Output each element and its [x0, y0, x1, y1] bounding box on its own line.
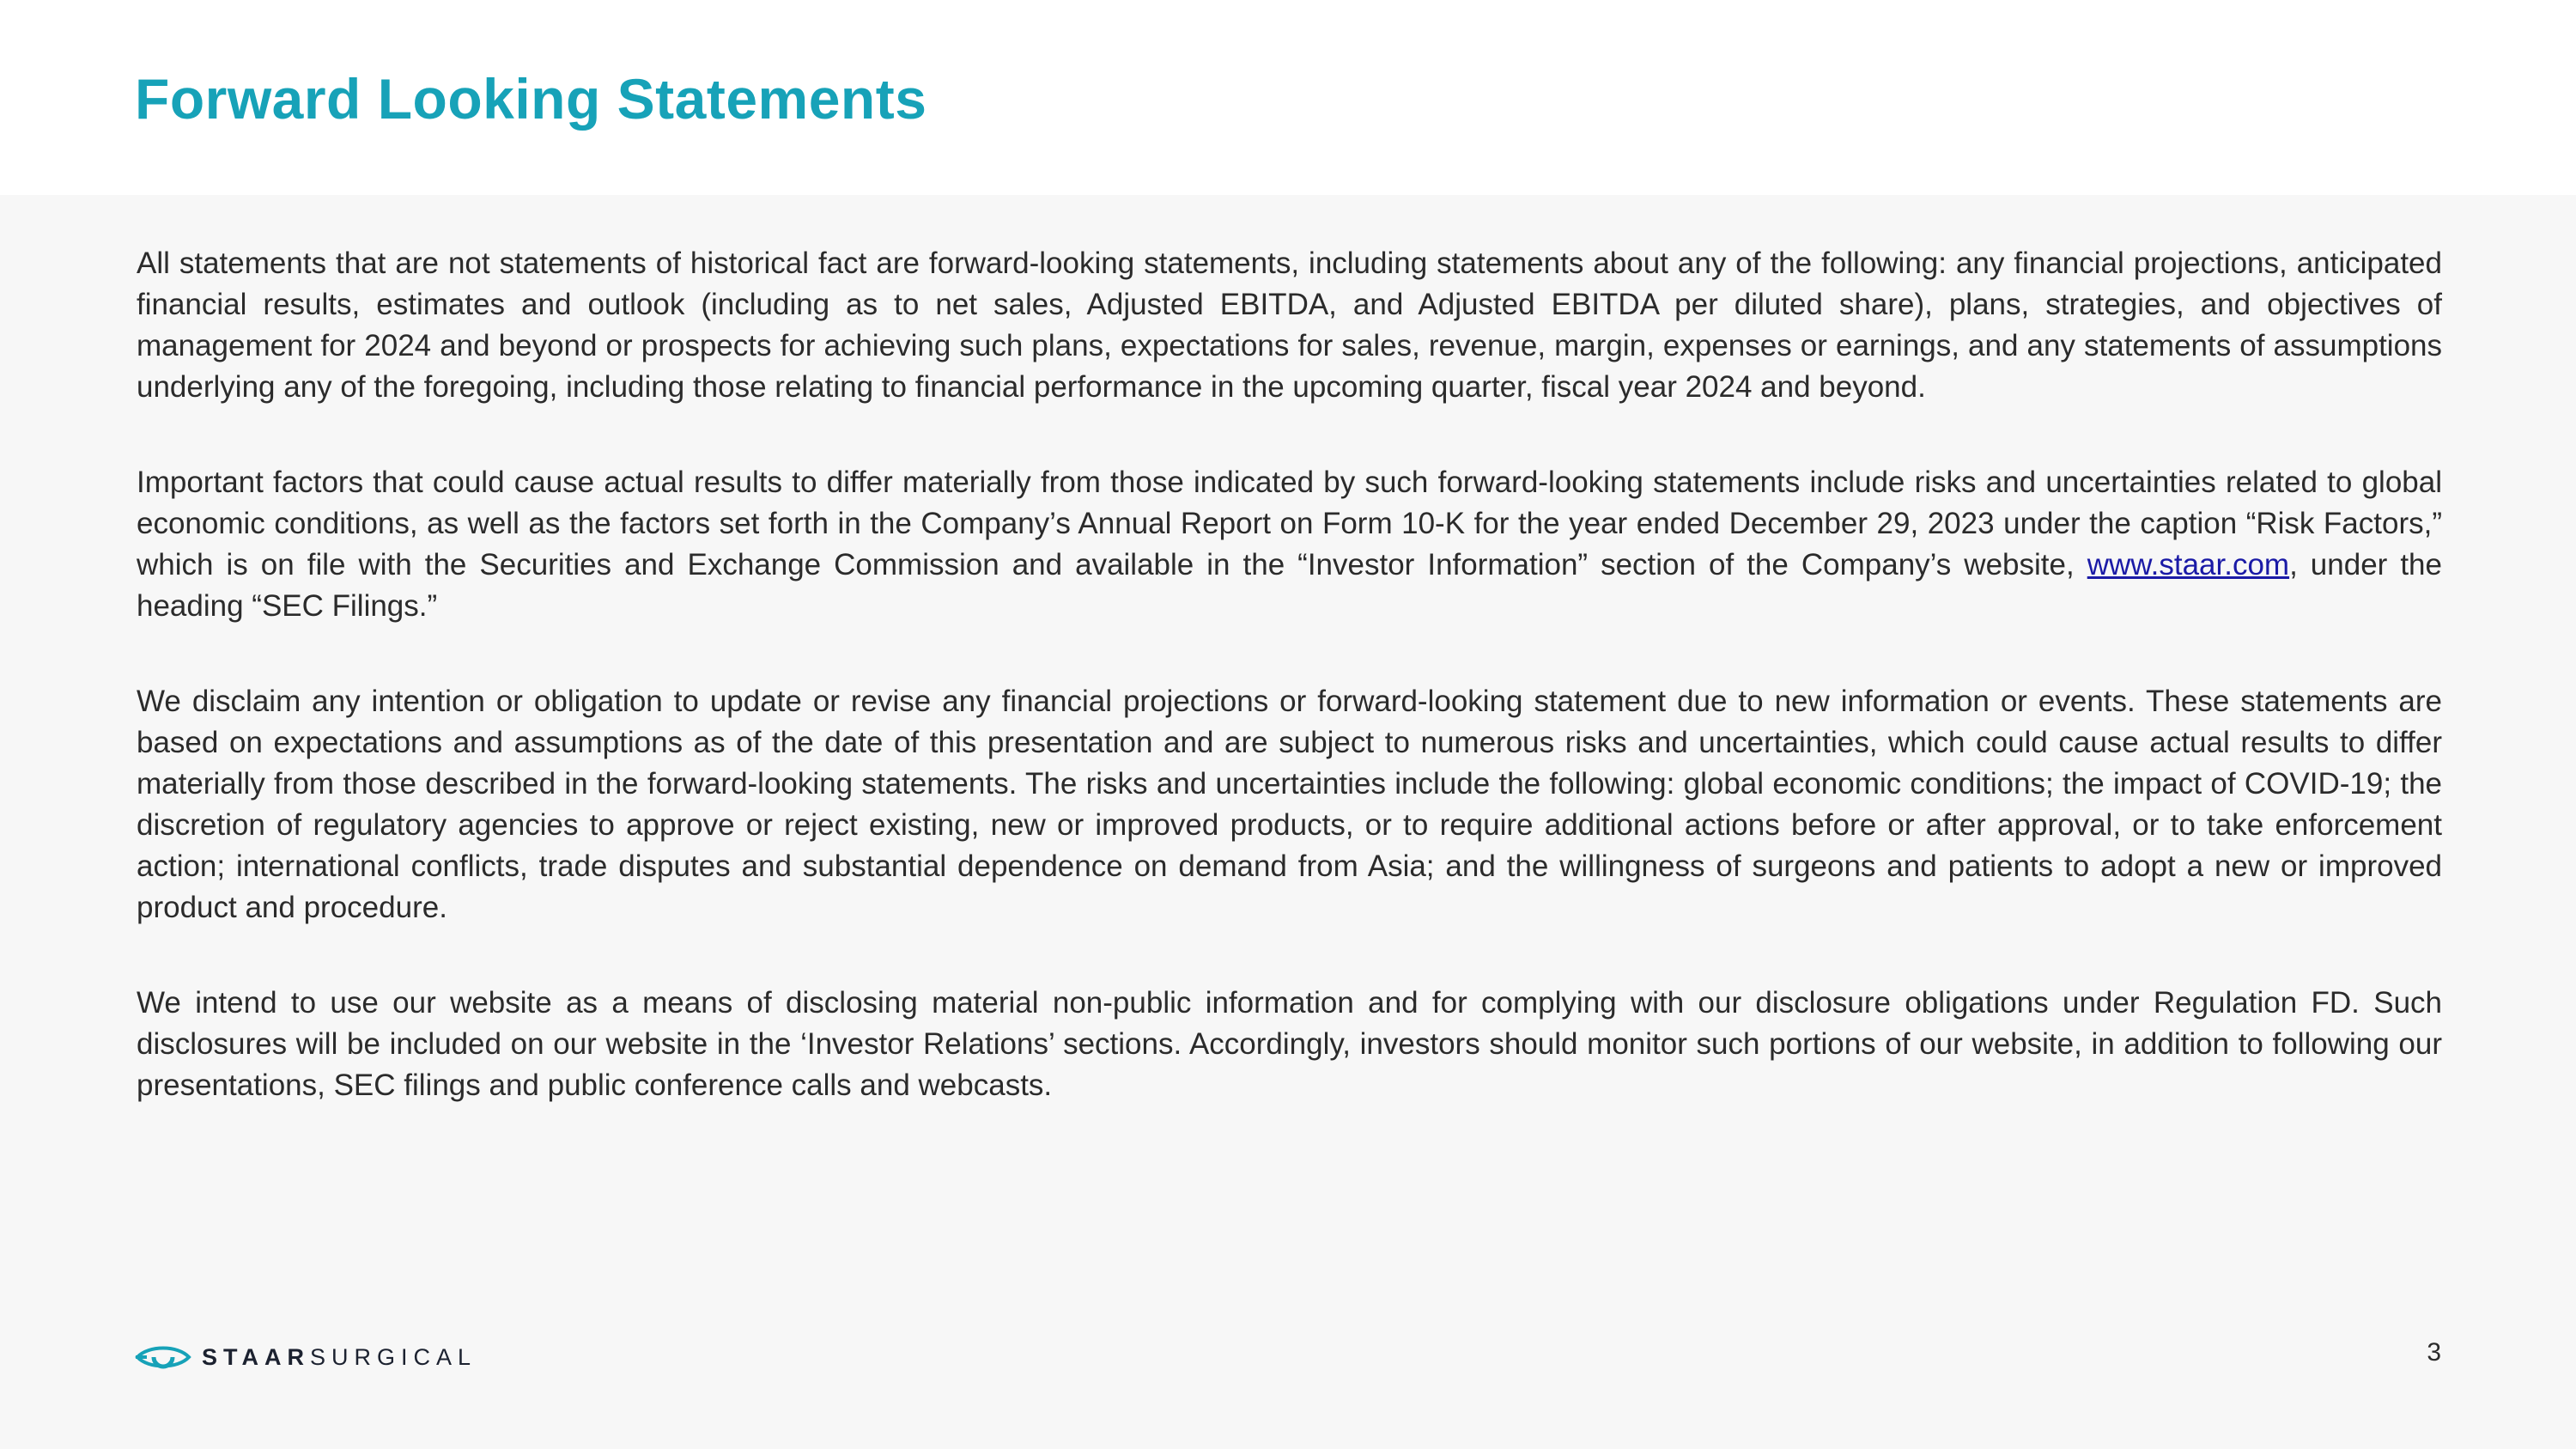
staar-website-link[interactable]: www.staar.com [2087, 548, 2290, 581]
factors-text-after-link: , under the heading “SEC Filings.” [137, 548, 2442, 623]
slide-title: Forward Looking Statements [135, 67, 927, 131]
page-number: 3 [2427, 1338, 2441, 1367]
paragraph-disclaimer: We disclaim any intention or obligation to update or revise any financial projections or forward-looking statement due to new information or events. These statements are based on expectations and assumptions as of the date of this presentation and are subject to numerous risks and uncertainties, which could cause actual results to differ materially from those described in the forward-looking statements. The risks and uncertainties include the following: global economic conditions; the impact of COVID-19; the discretion of regulatory agencies to approve or reject existing, new or improved products, or to require additional actions before or after approval, or to take enforcement action; international conflicts, trade disputes and substantial dependence on demand from Asia; and the willingness of surgeons and patients to adopt a new or improved product and procedure. [137, 685, 2442, 924]
staar-surgical-logo [135, 1340, 477, 1374]
slide-body [137, 243, 2442, 1160]
logo-wordmark [202, 1344, 477, 1371]
logo-text-surgical: SURGICAL [310, 1343, 477, 1370]
logo-text-staar: STAAR [202, 1343, 310, 1370]
paragraph-important-factors [137, 462, 2442, 627]
eye-logo-icon [135, 1342, 191, 1372]
slide-header [0, 0, 2576, 195]
paragraph-website-disclosure: We intend to use our website as a means of disclosing material non-public information and for complying with our disclosure obligations under Regulation FD. Such disclosures will be included on our website in the ‘Investor Relations’ sections. Accordingly, investors should monitor such portions of our website, in addition to following our presentations, SEC filings and public conference calls and webcasts. [137, 986, 2442, 1102]
paragraph-forward-looking: All statements that are not statements of historical fact are forward-looking statements, including statements about any of the following: any financial projections, anticipated financial results, estimates and outlook (including as to net sales, Adjusted EBITDA, and Adjusted EBITDA per diluted share), plans, strategies, and objectives of management for 2024 and beyond or prospects for achieving such plans, expectations for sales, revenue, margin, expenses or earnings, and any statements of assumptions underlying any of the foregoing, including those relating to financial performance in the upcoming quarter, fiscal year 2024 and beyond. [137, 247, 2442, 404]
factors-text-before-link: Important factors that could cause actual results to differ materially from those indicated by such forward-looking statements include risks and uncertainties related to global economic conditions, as well as the factors set forth in the Company’s Annual Report on Form 10-K for the year ended December 29, 2023 under the caption “Risk Factors,” which is on file with the Securities and Exchange Commission and available in the “Investor Information” section of the Company’s website, [137, 466, 2442, 581]
